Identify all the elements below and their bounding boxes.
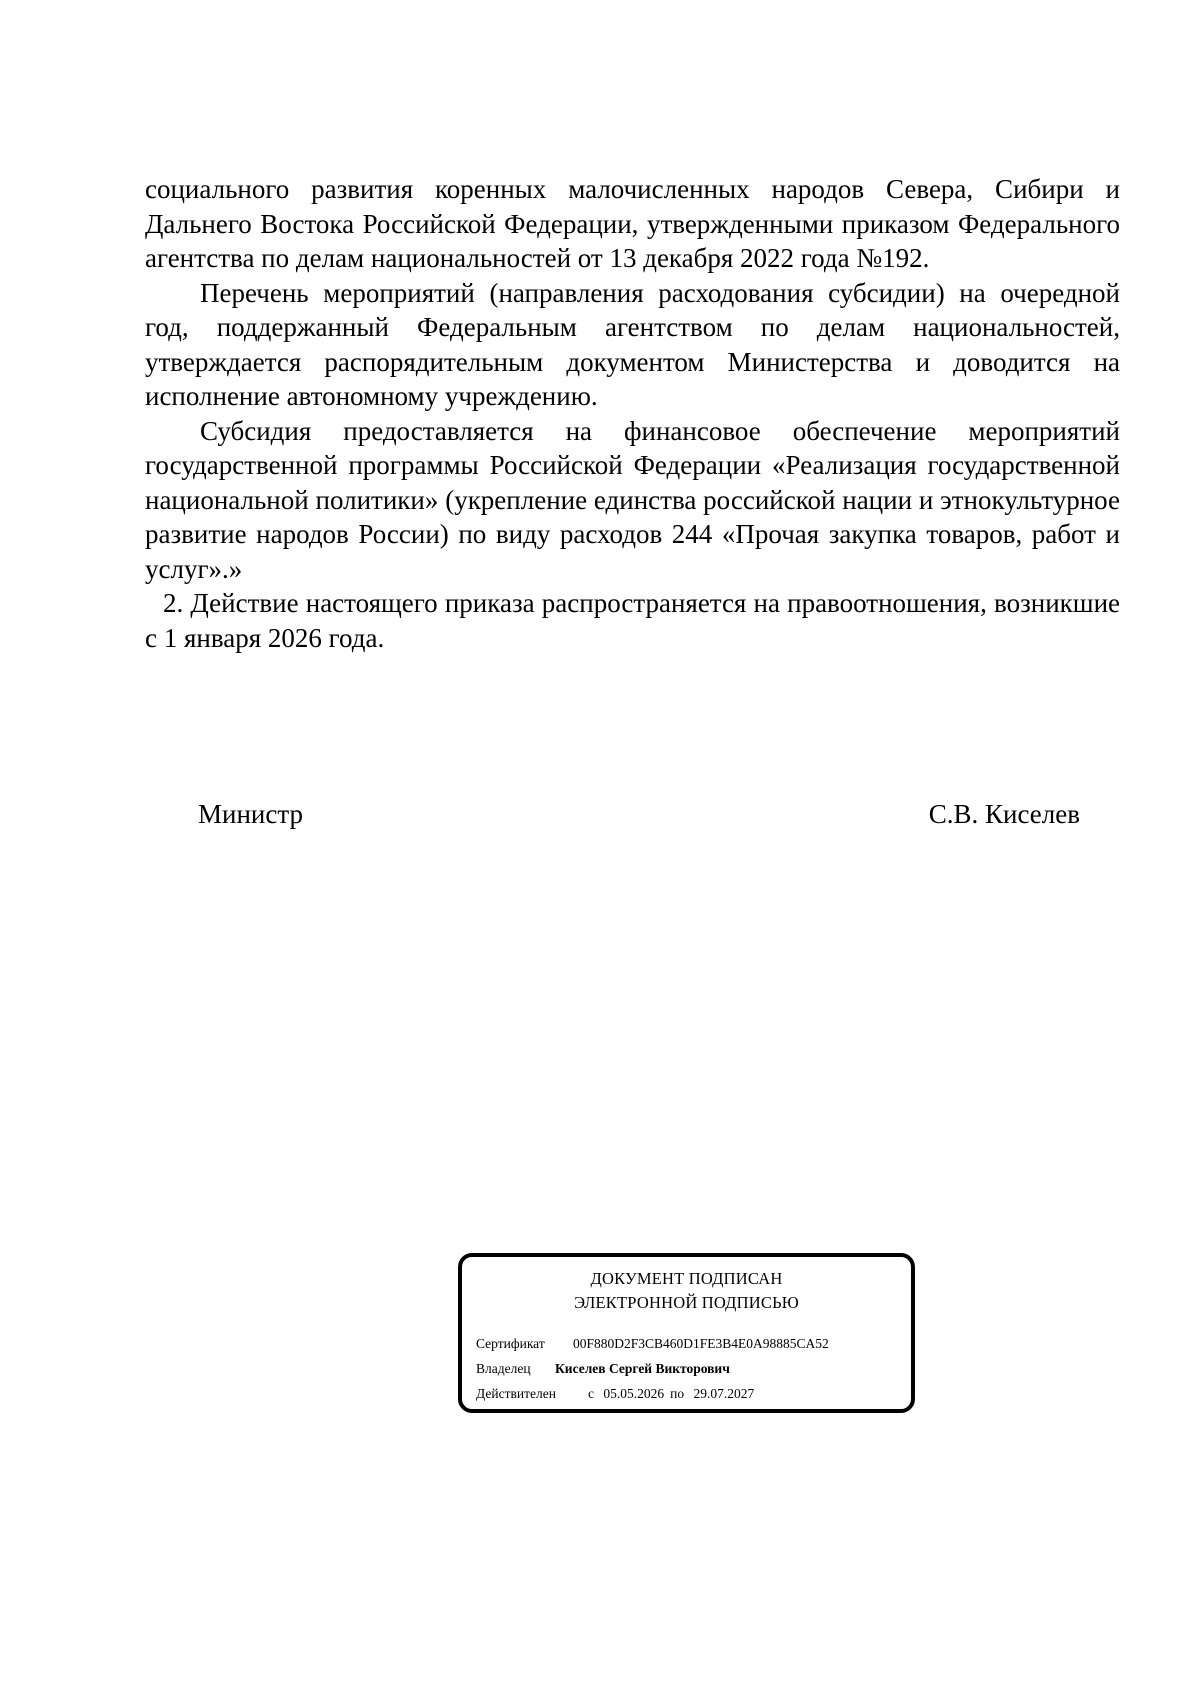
- stamp-header-line1: ДОКУМЕНТ ПОДПИСАН: [590, 1269, 783, 1288]
- signatory-name: С.В. Киселев: [928, 799, 1080, 829]
- paragraph-events-list: Перечень мероприятий (направления расходования субсидии) на очередной год, поддержанный Федеральным агентством по делам национальностей, утверждается распорядительным документом Министерства и доводится на исполнение автономному учреждению.: [145, 277, 1120, 411]
- stamp-owner-row: [476, 1360, 730, 1378]
- document-body: [145, 172, 1120, 655]
- valid-from-date: 05.05.2026: [603, 1386, 665, 1401]
- paragraph-continuation: социального развития коренных малочисленных народов Севера, Сибири и Дальнего Востока Российской Федерации, утвержденными приказом Федерального агентства по делам национальностей от 13 декабря 2022 года №192.: [145, 174, 1120, 273]
- stamp-certificate-row: [476, 1335, 829, 1353]
- stamp-header: [462, 1267, 911, 1315]
- owner-label: Владелец: [476, 1361, 531, 1376]
- valid-label: Действителен: [476, 1386, 556, 1401]
- owner-value: Киселев Сергей Викторович: [555, 1361, 730, 1376]
- certificate-label: Сертификат: [476, 1336, 545, 1351]
- valid-to-date: 29.07.2027: [693, 1386, 755, 1401]
- signatory-title: Министр: [198, 799, 303, 829]
- certificate-value: 00F880D2F3CB460D1FE3B4E0A98885CA52: [573, 1336, 829, 1351]
- stamp-validity-row: [476, 1385, 760, 1403]
- electronic-signature-stamp: [458, 1253, 915, 1413]
- valid-from-prefix: с: [588, 1386, 594, 1401]
- paragraph-effective-date: 2. Действие настоящего приказа распространяется на правоотношения, возникшие с 1 января 2026 года.: [145, 588, 1120, 653]
- stamp-header-line2: ЭЛЕКТРОННОЙ ПОДПИСЬЮ: [574, 1293, 799, 1312]
- valid-to-prefix: по: [670, 1386, 685, 1401]
- paragraph-subsidy: Субсидия предоставляется на финансовое обеспечение мероприятий государственной программы Российской Федерации «Реализация государственной национальной политики» (укрепление единства российской нации и этнокультурное развитие народов России) по виду расходов 244 «Прочая закупка товаров, работ и услуг».»: [145, 415, 1120, 584]
